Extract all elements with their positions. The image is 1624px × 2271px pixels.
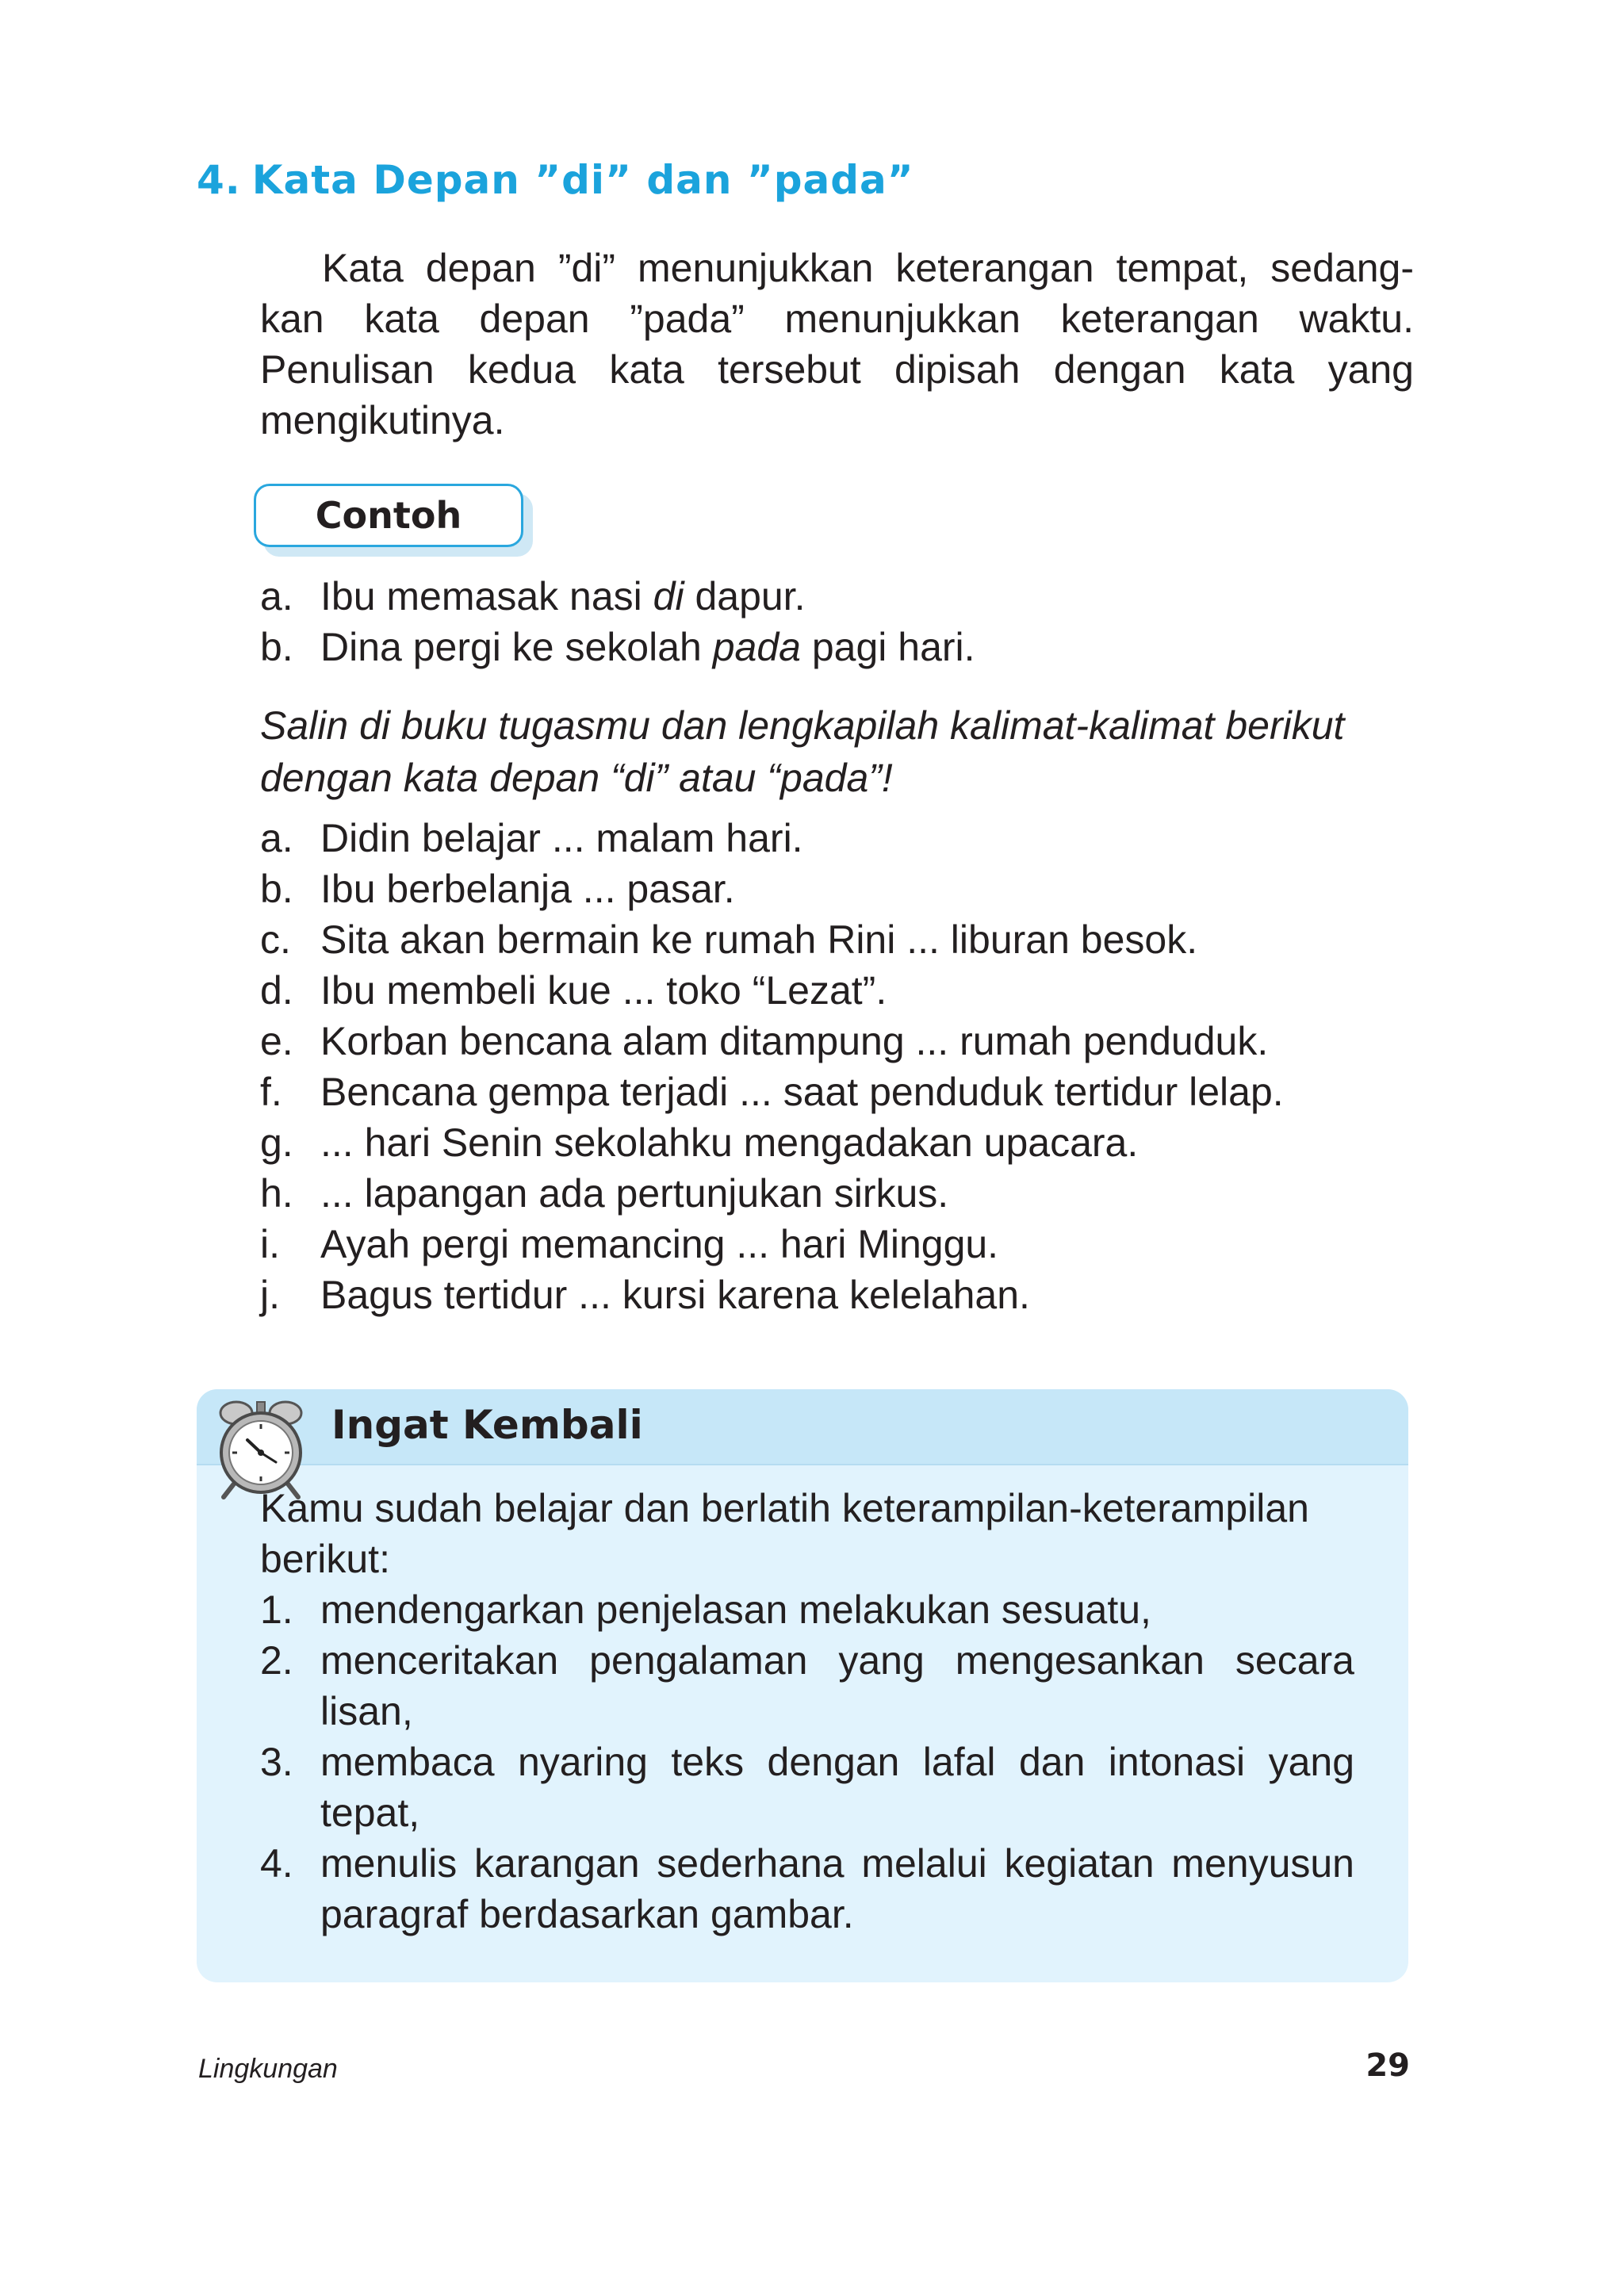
exercise-instruction: Salin di buku tugasmu dan lengkapilah kalimat-kalimat berikut dengan kata depan “di” atau “pada”!: [260, 703, 1345, 800]
exercise-marker: g.: [260, 1120, 293, 1165]
contoh-label-box: [254, 484, 533, 555]
section-title-text: Kata Depan ”di” dan ”pada”: [251, 157, 914, 203]
exercise-item: [260, 1016, 1284, 1067]
skill-marker: 2.: [260, 1638, 293, 1683]
exercise-item: [260, 1219, 1284, 1270]
exercise-marker: a.: [260, 816, 293, 860]
exercise-marker: f.: [260, 1070, 282, 1114]
example-text: pagi hari.: [800, 625, 975, 669]
exercise-marker: b.: [260, 867, 293, 911]
exercise-text: ... lapangan ada pertunjukan sirkus.: [320, 1171, 949, 1216]
exercise-item: [260, 813, 1284, 864]
skill-marker: 1.: [260, 1587, 293, 1632]
skill-item: [260, 1635, 1354, 1737]
skill-marker: 4.: [260, 1841, 293, 1886]
exercise-item: [260, 864, 1284, 914]
intro-line-1: Kata depan ”di” menunjukkan keterangan tempat, sedang-: [322, 246, 1414, 290]
exercise-marker: d.: [260, 968, 293, 1013]
exercise-marker: c.: [260, 917, 291, 962]
exercise-marker: i.: [260, 1222, 280, 1266]
contoh-label: Contoh: [254, 484, 523, 547]
exercise-item: [260, 965, 1284, 1016]
example-emphasis: di: [653, 574, 684, 618]
example-marker: a.: [260, 574, 293, 618]
exercise-text: Bencana gempa terjadi ... saat penduduk tertidur lelap.: [320, 1070, 1284, 1114]
exercise-item: [260, 1168, 1284, 1219]
skill-item: [260, 1737, 1354, 1838]
skills-list: [260, 1584, 1354, 1940]
exercise-text: Ayah pergi memancing ... hari Minggu.: [320, 1222, 999, 1266]
section-title: [197, 157, 914, 203]
exercise-text: Bagus tertidur ... kursi karena kelelahan.: [320, 1273, 1030, 1317]
skill-text: membaca nyaring teks dengan lafal dan intonasi yang tepat,: [320, 1740, 1354, 1835]
ingat-kembali-intro: Kamu sudah belajar dan berlatih keterampilan-keterampilan berikut:: [260, 1486, 1309, 1581]
skill-text: menceritakan pengalaman yang mengesankan secara lisan,: [320, 1638, 1354, 1733]
skill-item: [260, 1838, 1354, 1940]
exercise-text: Ibu membeli kue ... toko “Lezat”.: [320, 968, 887, 1013]
exercise-text: Sita akan bermain ke rumah Rini ... liburan besok.: [320, 917, 1198, 962]
intro-line-2: kan kata depan ”pada” menunjukkan keterangan waktu. Penulisan kedua kata tersebut dipisah dengan kata yang mengikutinya.: [260, 297, 1414, 442]
exercise-text: Didin belajar ... malam hari.: [320, 816, 803, 860]
skill-marker: 3.: [260, 1740, 293, 1784]
exercise-list: [260, 813, 1284, 1320]
example-marker: b.: [260, 625, 293, 669]
footer-chapter: Lingkungan: [198, 2054, 338, 2084]
exercise-text: ... hari Senin sekolahku mengadakan upacara.: [320, 1120, 1139, 1165]
section-number: 4.: [197, 157, 241, 203]
exercise-marker: h.: [260, 1171, 293, 1216]
skill-text: mendengarkan penjelasan melakukan sesuatu,: [320, 1587, 1151, 1632]
skill-text: menulis karangan sederhana melalui kegiatan menyusun paragraf berdasarkan gambar.: [320, 1841, 1354, 1936]
exercise-text: Korban bencana alam ditampung ... rumah penduduk.: [320, 1019, 1269, 1063]
example-text: Dina pergi ke sekolah: [320, 625, 713, 669]
skill-item: [260, 1584, 1354, 1635]
exercise-item: [260, 914, 1284, 965]
exercise-item: [260, 1067, 1284, 1117]
example-item: [260, 571, 975, 622]
page-number: 29: [1365, 2047, 1410, 2084]
exercise-marker: j.: [260, 1273, 280, 1317]
example-text: dapur.: [684, 574, 806, 618]
exercise-item: [260, 1117, 1284, 1168]
example-item: [260, 622, 975, 672]
exercise-item: [260, 1270, 1284, 1320]
exercise-marker: e.: [260, 1019, 293, 1063]
example-emphasis: pada: [712, 625, 801, 669]
exercise-text: Ibu berbelanja ... pasar.: [320, 867, 735, 911]
ingat-kembali-box: [197, 1389, 1408, 1982]
example-text: Ibu memasak nasi: [320, 574, 653, 618]
ingat-kembali-title: Ingat Kembali: [331, 1402, 643, 1448]
example-list: [260, 571, 975, 672]
intro-paragraph: [260, 243, 1414, 446]
